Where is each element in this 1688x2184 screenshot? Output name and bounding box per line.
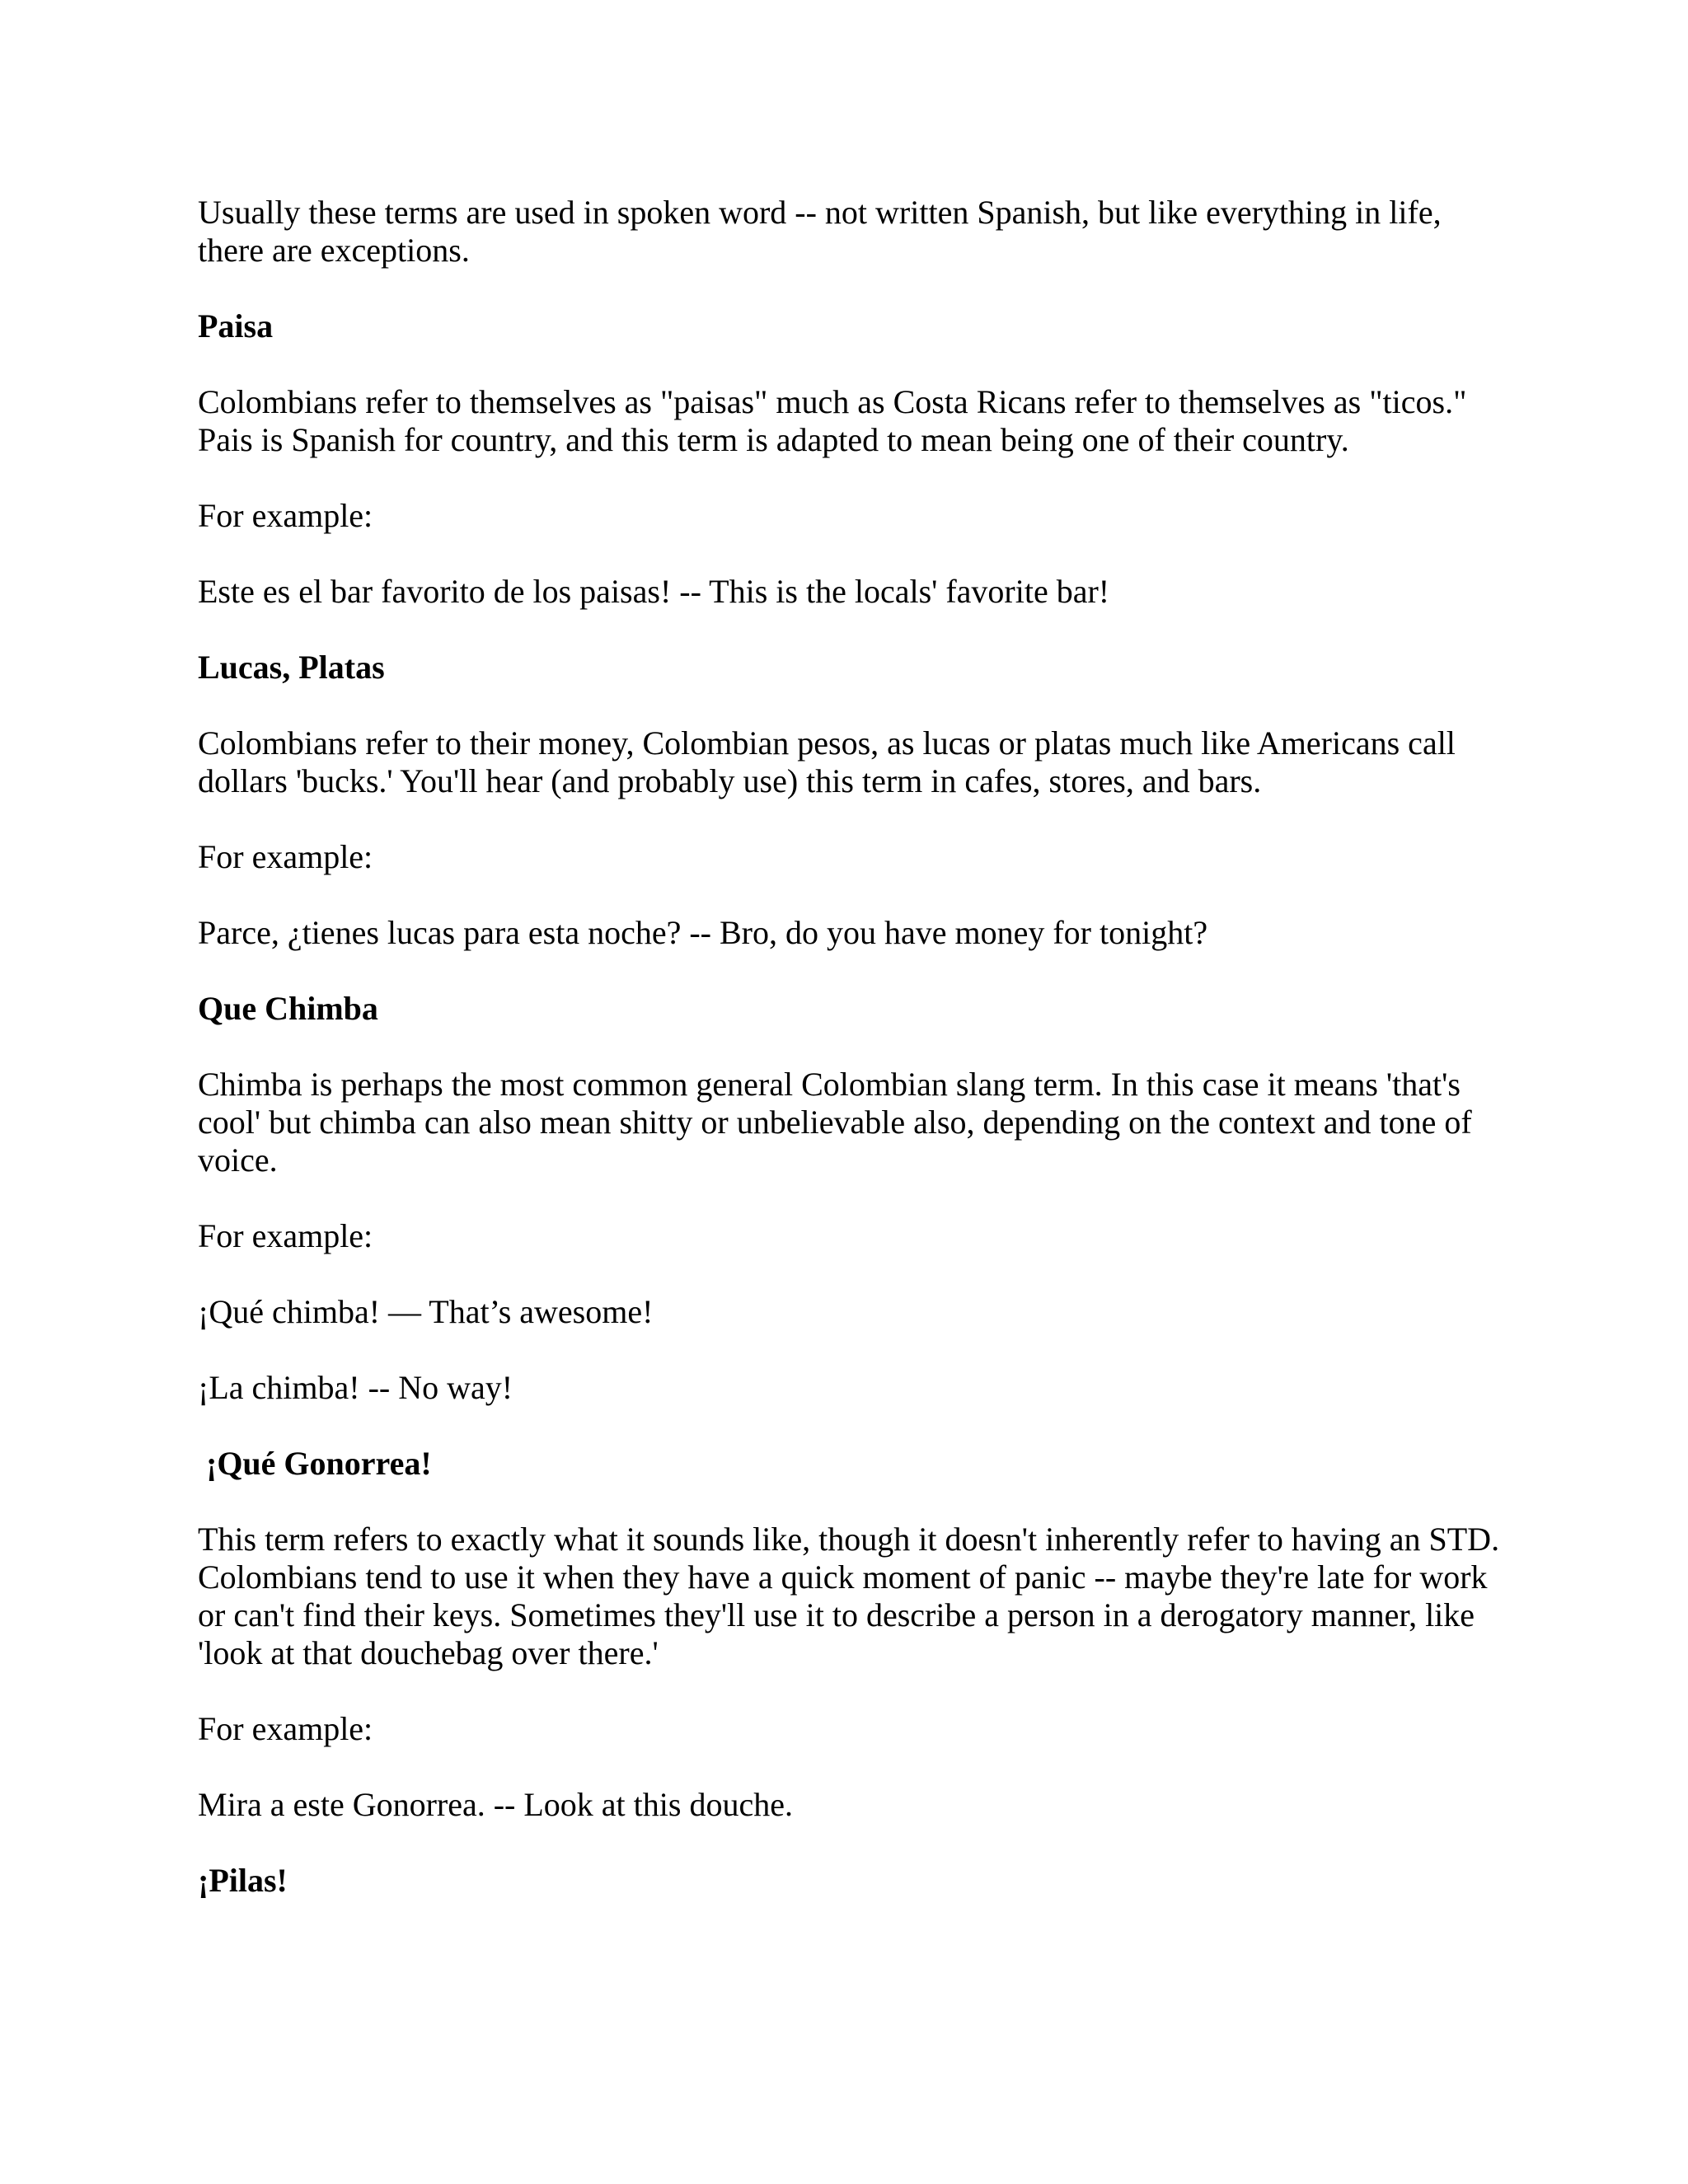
intro-paragraph: Usually these terms are used in spoken word -- not written Spanish, but like everything in life, there are exceptions. <box>198 194 1450 269</box>
example-que-chimba-1: ¡Qué chimba! — That’s awesome! <box>198 1293 654 1330</box>
section-paragraph-lucas-platas: Colombians refer to their money, Colombian pesos, as lucas or platas much like Americans call dollars 'bucks.' You'll hear (and probably use) this term in cafes, stores, and bars. <box>198 724 1464 799</box>
section-heading-pilas: ¡Pilas! <box>198 1862 288 1899</box>
example-label-que-gonorrea: For example: <box>198 1710 373 1747</box>
section-paragraph-que-gonorrea: This term refers to exactly what it sounds like, though it doesn't inherently refer to having an STD. Colombians tend to use it when they have a quick moment of panic -- maybe they're late for work or can't find their keys. Sometimes they'll use it to describe a person in a derogatory manner, like 'look at that douchebag over there.' <box>198 1521 1508 1671</box>
section-paragraph-paisa: Colombians refer to themselves as "paisas" much as Costa Ricans refer to themselves as "ticos." Pais is Spanish for country, and this term is adapted to mean being one of their country. <box>198 383 1475 458</box>
section-heading-que-gonorrea: ¡Qué Gonorrea! <box>198 1445 432 1482</box>
example-label-lucas-platas: For example: <box>198 838 373 875</box>
section-paragraph-que-chimba: Chimba is perhaps the most common general Colombian slang term. In this case it means 'that's cool' but chimba can also mean shitty or unbelievable also, depending on the context and tone of voice. <box>198 1066 1480 1179</box>
example-label-que-chimba: For example: <box>198 1217 373 1254</box>
section-heading-paisa: Paisa <box>198 307 274 344</box>
example-paisa-1: Este es el bar favorito de los paisas! -- This is the locals' favorite bar! <box>198 573 1110 610</box>
section-heading-que-chimba: Que Chimba <box>198 990 378 1027</box>
example-label-paisa: For example: <box>198 497 373 534</box>
example-lucas-platas-1: Parce, ¿tienes lucas para esta noche? -- Bro, do you have money for tonight? <box>198 914 1208 951</box>
document-body <box>198 194 1508 1938</box>
example-que-chimba-2: ¡La chimba! -- No way! <box>198 1369 513 1406</box>
example-que-gonorrea-1: Mira a este Gonorrea. -- Look at this douche. <box>198 1786 793 1823</box>
section-heading-lucas-platas: Lucas, Platas <box>198 649 385 686</box>
